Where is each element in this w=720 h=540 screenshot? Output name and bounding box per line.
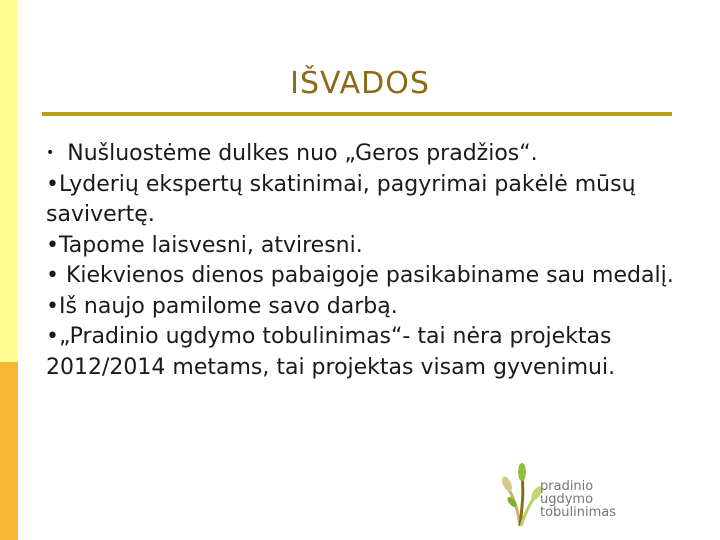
list-item-text: Tapome laisvesni, atviresni. [58,232,363,258]
sidebar-accent-bottom [0,362,18,540]
sidebar-accent-top [0,0,18,362]
logo-line: tobulinimas [540,505,617,520]
list-item [46,292,686,323]
list-item [46,170,686,231]
list-item [46,261,686,292]
list-item-text: Lyderių ekspertų skatinimai, pagyrimai pakėlė mūsų savivertę. [46,171,636,227]
list-item [46,138,686,170]
list-item-text: Kiekvienos dienos pabaigoje pasikabiname sau medalį. [58,263,674,288]
logo-line: pradinio [540,479,594,494]
list-item-text: „Pradinio ugdymo tobulinimas“- tai nėra projektas 2012/2014 metams, tai projektas visam gyvenimui. [46,324,616,380]
list-item-text: Iš naujo pamilome savo darbą. [58,293,398,319]
slide-title: IŠVADOS [290,66,430,101]
list-item [46,231,686,262]
list-item-text: Nušluostėme dulkes nuo „Geros pradžios“. [60,141,538,166]
bullet-icon: • [46,263,59,288]
bullet-icon: • [46,171,59,197]
bullet-icon: • [46,145,55,161]
title-underline [42,112,672,116]
sprout-logo-icon [500,462,544,528]
project-logo [500,462,650,528]
bullet-icon: • [46,324,59,349]
logo-wordmark [540,480,616,519]
bullet-icon: • [46,232,59,258]
bullet-icon: • [46,293,59,319]
bullet-list [46,138,686,383]
list-item [46,322,686,383]
logo-line: ugdymo [540,492,594,507]
